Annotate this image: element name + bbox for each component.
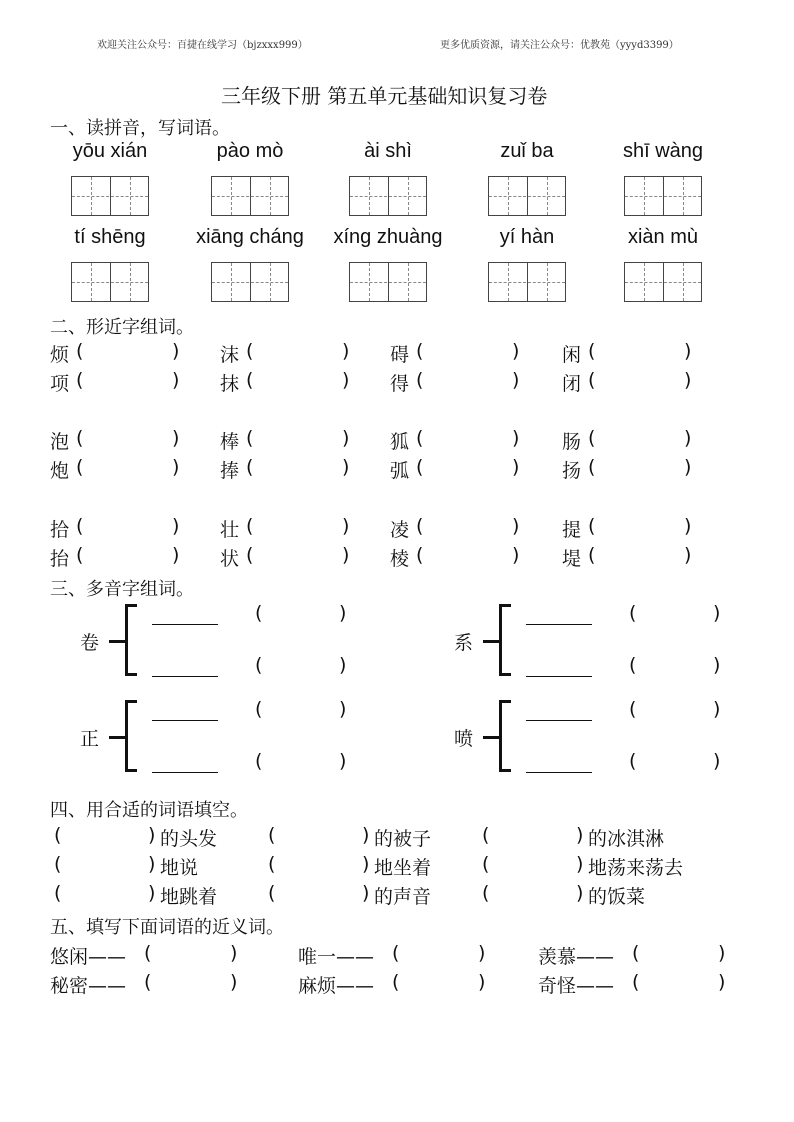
char-label: 得 xyxy=(390,373,410,395)
answer-blank[interactable] xyxy=(284,857,360,879)
char-label: 闲 xyxy=(562,344,582,366)
polyphone-char: 系 xyxy=(454,632,474,654)
open-paren: ( xyxy=(632,971,640,993)
section5-heading: 五、填写下面词语的近义词。 xyxy=(50,917,284,938)
fill-item-text: 的饭菜 xyxy=(588,886,646,908)
open-paren: ( xyxy=(246,369,254,391)
open-paren: ( xyxy=(76,544,84,566)
open-paren: ( xyxy=(76,515,84,537)
close-paren: ) xyxy=(172,369,180,391)
answer-blank[interactable] xyxy=(94,431,170,453)
answer-line[interactable] xyxy=(152,676,218,677)
open-paren: ( xyxy=(629,698,637,720)
open-paren: ( xyxy=(588,340,596,362)
close-paren: ) xyxy=(339,654,347,676)
char-label: 捧 xyxy=(220,460,240,482)
open-paren: ( xyxy=(416,427,424,449)
open-paren: ( xyxy=(54,882,62,904)
answer-blank[interactable] xyxy=(264,431,340,453)
open-paren: ( xyxy=(629,654,637,676)
answer-blank[interactable] xyxy=(94,373,170,395)
char-label: 项 xyxy=(50,373,70,395)
fill-item-text: 地荡来荡去 xyxy=(588,857,684,879)
answer-blank[interactable] xyxy=(264,460,340,482)
open-paren: ( xyxy=(268,882,276,904)
char-label: 棱 xyxy=(390,548,410,570)
pinyin-label: xiàn mù xyxy=(627,226,699,248)
answer-blank[interactable] xyxy=(498,828,574,850)
char-label: 壮 xyxy=(220,519,240,541)
char-label: 泡 xyxy=(50,431,70,453)
header-left: 欢迎关注公众号：百捷在线学习（bjzxxx999） xyxy=(97,40,308,51)
answer-blank[interactable] xyxy=(434,548,510,570)
open-paren: ( xyxy=(268,824,276,846)
close-paren: ) xyxy=(339,750,347,772)
synonym-word: 唯一—— xyxy=(298,946,375,968)
writing-box[interactable] xyxy=(488,176,566,216)
open-paren: ( xyxy=(246,515,254,537)
char-label: 烦 xyxy=(50,344,70,366)
fill-item-text: 的被子 xyxy=(374,828,432,850)
open-paren: ( xyxy=(76,369,84,391)
char-label: 肠 xyxy=(562,431,582,453)
close-paren: ) xyxy=(230,971,238,993)
fill-item-text: 的头发 xyxy=(160,828,218,850)
close-paren: ) xyxy=(339,698,347,720)
char-label: 狐 xyxy=(390,431,410,453)
open-paren: ( xyxy=(416,544,424,566)
char-label: 炮 xyxy=(50,460,70,482)
close-paren: ) xyxy=(713,602,721,624)
answer-blank[interactable] xyxy=(284,886,360,908)
fill-item-text: 地跳着 xyxy=(160,886,218,908)
open-paren: ( xyxy=(392,942,400,964)
close-paren: ) xyxy=(478,942,486,964)
writing-box[interactable] xyxy=(71,176,149,216)
polyphone-char: 喷 xyxy=(454,728,474,750)
close-paren: ) xyxy=(342,427,350,449)
answer-blank[interactable] xyxy=(94,344,170,366)
answer-line[interactable] xyxy=(526,772,592,773)
close-paren: ) xyxy=(512,369,520,391)
brace xyxy=(125,604,137,676)
page-title: 三年级下册 第五单元基础知识复习卷 xyxy=(221,84,548,108)
close-paren: ) xyxy=(713,698,721,720)
answer-line[interactable] xyxy=(152,624,218,625)
answer-line[interactable] xyxy=(152,720,218,721)
close-paren: ) xyxy=(172,515,180,537)
answer-blank[interactable] xyxy=(606,431,682,453)
char-label: 提 xyxy=(562,519,582,541)
open-paren: ( xyxy=(482,853,490,875)
open-paren: ( xyxy=(255,698,263,720)
open-paren: ( xyxy=(246,340,254,362)
answer-blank[interactable] xyxy=(434,344,510,366)
pinyin-label: shī wàng xyxy=(622,140,704,162)
brace xyxy=(499,604,511,676)
char-label: 沫 xyxy=(220,344,240,366)
answer-blank[interactable] xyxy=(408,946,474,968)
pinyin-label: yōu xián xyxy=(72,140,148,162)
open-paren: ( xyxy=(588,515,596,537)
answer-blank[interactable] xyxy=(264,344,340,366)
fill-item-text: 地坐着 xyxy=(374,857,432,879)
answer-blank[interactable] xyxy=(160,946,226,968)
char-label: 拾 xyxy=(50,519,70,541)
open-paren: ( xyxy=(144,971,152,993)
brace-tick xyxy=(483,736,499,739)
open-paren: ( xyxy=(54,824,62,846)
brace-tick xyxy=(109,640,125,643)
open-paren: ( xyxy=(392,971,400,993)
close-paren: ) xyxy=(512,515,520,537)
close-paren: ) xyxy=(713,750,721,772)
close-paren: ) xyxy=(684,340,692,362)
section3-heading: 三、多音字组词。 xyxy=(50,579,194,600)
char-label: 碍 xyxy=(390,344,410,366)
open-paren: ( xyxy=(54,853,62,875)
char-label: 凌 xyxy=(390,519,410,541)
synonym-word: 奇怪—— xyxy=(538,975,615,997)
open-paren: ( xyxy=(629,602,637,624)
writing-box[interactable] xyxy=(624,262,702,302)
answer-blank[interactable] xyxy=(70,886,146,908)
answer-blank[interactable] xyxy=(284,828,360,850)
brace-tick xyxy=(483,640,499,643)
brace xyxy=(125,700,137,772)
close-paren: ) xyxy=(713,654,721,676)
answer-blank[interactable] xyxy=(264,548,340,570)
answer-blank[interactable] xyxy=(160,975,226,997)
open-paren: ( xyxy=(76,340,84,362)
close-paren: ) xyxy=(342,369,350,391)
close-paren: ) xyxy=(718,942,726,964)
section2-heading: 二、形近字组词。 xyxy=(50,317,194,338)
answer-blank[interactable] xyxy=(606,344,682,366)
close-paren: ) xyxy=(512,340,520,362)
open-paren: ( xyxy=(268,853,276,875)
pinyin-label: xíng zhuàng xyxy=(333,226,443,248)
close-paren: ) xyxy=(172,544,180,566)
open-paren: ( xyxy=(416,515,424,537)
brace xyxy=(499,700,511,772)
open-paren: ( xyxy=(416,456,424,478)
char-label: 扬 xyxy=(562,460,582,482)
polyphone-char: 卷 xyxy=(80,632,100,654)
close-paren: ) xyxy=(230,942,238,964)
writing-box[interactable] xyxy=(211,262,289,302)
char-label: 闭 xyxy=(562,373,582,395)
char-label: 抹 xyxy=(220,373,240,395)
answer-blank[interactable] xyxy=(498,857,574,879)
answer-blank[interactable] xyxy=(264,519,340,541)
close-paren: ) xyxy=(684,427,692,449)
close-paren: ) xyxy=(512,456,520,478)
fill-item-text: 地说 xyxy=(160,857,199,879)
close-paren: ) xyxy=(362,853,370,875)
writing-box[interactable] xyxy=(211,176,289,216)
close-paren: ) xyxy=(342,456,350,478)
open-paren: ( xyxy=(416,340,424,362)
pinyin-label: pào mò xyxy=(216,140,284,162)
fill-item-text: 的冰淇淋 xyxy=(588,828,665,850)
answer-blank[interactable] xyxy=(434,460,510,482)
synonym-word: 秘密—— xyxy=(50,975,127,997)
answer-blank[interactable] xyxy=(70,857,146,879)
synonym-word: 羡慕—— xyxy=(538,946,615,968)
open-paren: ( xyxy=(632,942,640,964)
close-paren: ) xyxy=(478,971,486,993)
open-paren: ( xyxy=(588,456,596,478)
close-paren: ) xyxy=(362,824,370,846)
answer-blank[interactable] xyxy=(606,373,682,395)
answer-blank[interactable] xyxy=(434,373,510,395)
open-paren: ( xyxy=(255,654,263,676)
synonym-word: 悠闲—— xyxy=(50,946,127,968)
answer-blank[interactable] xyxy=(94,548,170,570)
char-label: 棒 xyxy=(220,431,240,453)
fill-item-text: 的声音 xyxy=(374,886,432,908)
writing-box[interactable] xyxy=(349,262,427,302)
close-paren: ) xyxy=(684,369,692,391)
close-paren: ) xyxy=(576,824,584,846)
close-paren: ) xyxy=(576,882,584,904)
close-paren: ) xyxy=(342,515,350,537)
open-paren: ( xyxy=(482,882,490,904)
open-paren: ( xyxy=(76,456,84,478)
answer-blank[interactable] xyxy=(434,519,510,541)
answer-line[interactable] xyxy=(526,676,592,677)
close-paren: ) xyxy=(718,971,726,993)
close-paren: ) xyxy=(512,544,520,566)
close-paren: ) xyxy=(339,602,347,624)
close-paren: ) xyxy=(684,544,692,566)
open-paren: ( xyxy=(246,456,254,478)
open-paren: ( xyxy=(588,369,596,391)
open-paren: ( xyxy=(629,750,637,772)
section1-heading: 一、读拼音，写词语。 xyxy=(50,118,230,139)
polyphone-char: 正 xyxy=(80,728,100,750)
pinyin-label: tí shēng xyxy=(74,226,146,248)
open-paren: ( xyxy=(255,750,263,772)
answer-blank[interactable] xyxy=(606,519,682,541)
close-paren: ) xyxy=(342,544,350,566)
pinyin-label: yí hàn xyxy=(499,226,555,248)
close-paren: ) xyxy=(148,882,156,904)
answer-blank[interactable] xyxy=(94,460,170,482)
answer-line[interactable] xyxy=(152,772,218,773)
header-right: 更多优质资源，请关注公众号：优教苑（yyyd3399） xyxy=(440,40,679,51)
answer-blank[interactable] xyxy=(648,975,714,997)
answer-blank[interactable] xyxy=(94,519,170,541)
close-paren: ) xyxy=(172,456,180,478)
char-label: 堤 xyxy=(562,548,582,570)
close-paren: ) xyxy=(512,427,520,449)
char-label: 抬 xyxy=(50,548,70,570)
close-paren: ) xyxy=(576,853,584,875)
answer-blank[interactable] xyxy=(648,946,714,968)
pinyin-label: xiāng cháng xyxy=(196,226,304,248)
answer-blank[interactable] xyxy=(70,828,146,850)
writing-box[interactable] xyxy=(71,262,149,302)
close-paren: ) xyxy=(362,882,370,904)
answer-blank[interactable] xyxy=(264,373,340,395)
answer-blank[interactable] xyxy=(606,548,682,570)
pinyin-label: zuǐ ba xyxy=(500,140,554,162)
close-paren: ) xyxy=(172,340,180,362)
answer-line[interactable] xyxy=(526,720,592,721)
close-paren: ) xyxy=(148,824,156,846)
writing-box[interactable] xyxy=(349,176,427,216)
open-paren: ( xyxy=(416,369,424,391)
close-paren: ) xyxy=(148,853,156,875)
char-label: 状 xyxy=(220,548,240,570)
close-paren: ) xyxy=(684,515,692,537)
answer-blank[interactable] xyxy=(498,886,574,908)
answer-line[interactable] xyxy=(526,624,592,625)
writing-box[interactable] xyxy=(624,176,702,216)
close-paren: ) xyxy=(342,340,350,362)
answer-blank[interactable] xyxy=(606,460,682,482)
synonym-word: 麻烦—— xyxy=(298,975,375,997)
answer-blank[interactable] xyxy=(434,431,510,453)
open-paren: ( xyxy=(255,602,263,624)
open-paren: ( xyxy=(588,427,596,449)
open-paren: ( xyxy=(246,427,254,449)
open-paren: ( xyxy=(144,942,152,964)
open-paren: ( xyxy=(588,544,596,566)
section4-heading: 四、用合适的词语填空。 xyxy=(50,800,248,821)
open-paren: ( xyxy=(76,427,84,449)
char-label: 弧 xyxy=(390,460,410,482)
answer-blank[interactable] xyxy=(408,975,474,997)
pinyin-label: ài shì xyxy=(364,140,412,162)
open-paren: ( xyxy=(246,544,254,566)
close-paren: ) xyxy=(172,427,180,449)
brace-tick xyxy=(109,736,125,739)
close-paren: ) xyxy=(684,456,692,478)
open-paren: ( xyxy=(482,824,490,846)
writing-box[interactable] xyxy=(488,262,566,302)
